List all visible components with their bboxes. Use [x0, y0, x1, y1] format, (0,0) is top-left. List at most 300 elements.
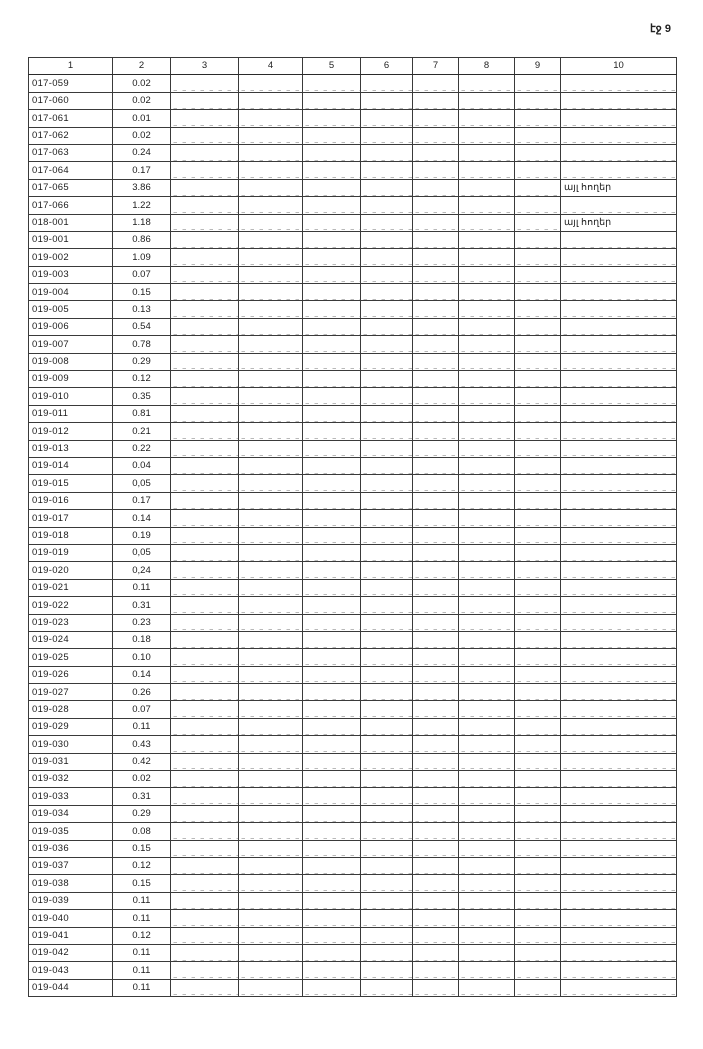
empty-cell — [239, 457, 303, 474]
empty-cell — [171, 857, 239, 874]
empty-cell — [171, 718, 239, 735]
empty-cell — [361, 527, 413, 544]
parcel-code-cell: 019-023 — [29, 614, 113, 631]
table-row — [29, 127, 677, 144]
table-row — [29, 423, 677, 440]
empty-cell — [459, 353, 515, 370]
empty-cell — [413, 736, 459, 753]
empty-cell — [171, 440, 239, 457]
column-header: 5 — [303, 58, 361, 75]
empty-cell — [239, 388, 303, 405]
empty-cell — [413, 440, 459, 457]
empty-cell — [413, 614, 459, 631]
empty-cell — [239, 631, 303, 648]
parcel-code-cell: 019-042 — [29, 944, 113, 961]
table-row — [29, 892, 677, 909]
empty-cell — [303, 127, 361, 144]
empty-cell — [303, 510, 361, 527]
empty-cell — [171, 179, 239, 196]
note-cell: այլ հողեր — [561, 179, 677, 196]
empty-cell — [459, 92, 515, 109]
empty-cell — [459, 666, 515, 683]
empty-cell — [459, 231, 515, 248]
empty-cell — [303, 684, 361, 701]
table-row — [29, 927, 677, 944]
table-row — [29, 684, 677, 701]
table-row — [29, 440, 677, 457]
empty-cell — [239, 823, 303, 840]
empty-cell — [361, 475, 413, 492]
empty-cell — [303, 771, 361, 788]
parcel-code-cell: 019-011 — [29, 405, 113, 422]
table-row — [29, 701, 677, 718]
empty-cell — [413, 962, 459, 979]
empty-cell — [561, 684, 677, 701]
empty-cell — [361, 684, 413, 701]
empty-cell — [561, 579, 677, 596]
empty-cell — [171, 110, 239, 127]
empty-cell — [303, 979, 361, 996]
area-value-cell: 0.11 — [113, 962, 171, 979]
empty-cell — [413, 666, 459, 683]
empty-cell — [413, 214, 459, 231]
empty-cell — [171, 318, 239, 335]
empty-cell — [561, 753, 677, 770]
empty-cell — [361, 823, 413, 840]
empty-cell — [459, 684, 515, 701]
table-row — [29, 353, 677, 370]
parcel-code-cell: 019-012 — [29, 423, 113, 440]
empty-cell — [459, 527, 515, 544]
empty-cell — [515, 440, 561, 457]
empty-cell — [413, 231, 459, 248]
empty-cell — [413, 353, 459, 370]
empty-cell — [413, 197, 459, 214]
empty-cell — [459, 597, 515, 614]
empty-cell — [413, 979, 459, 996]
empty-cell — [515, 162, 561, 179]
empty-cell — [459, 510, 515, 527]
empty-cell — [413, 144, 459, 161]
empty-cell — [459, 788, 515, 805]
page-number-label: էջ 9 — [650, 23, 671, 35]
table-row — [29, 805, 677, 822]
empty-cell — [459, 823, 515, 840]
empty-cell — [515, 701, 561, 718]
area-value-cell: 0.11 — [113, 718, 171, 735]
table-row — [29, 75, 677, 92]
empty-cell — [515, 857, 561, 874]
empty-cell — [303, 892, 361, 909]
empty-cell — [413, 718, 459, 735]
empty-cell — [515, 788, 561, 805]
empty-cell — [361, 144, 413, 161]
empty-cell — [303, 736, 361, 753]
empty-cell — [171, 944, 239, 961]
empty-cell — [361, 388, 413, 405]
table-row — [29, 736, 677, 753]
table-row — [29, 944, 677, 961]
empty-cell — [561, 475, 677, 492]
area-value-cell: 0.02 — [113, 771, 171, 788]
area-value-cell: 0,05 — [113, 475, 171, 492]
empty-cell — [413, 75, 459, 92]
parcel-code-cell: 019-008 — [29, 353, 113, 370]
empty-cell — [239, 214, 303, 231]
empty-cell — [561, 614, 677, 631]
empty-cell — [459, 579, 515, 596]
table-row — [29, 318, 677, 335]
area-value-cell: 0.02 — [113, 92, 171, 109]
empty-cell — [361, 371, 413, 388]
empty-cell — [515, 823, 561, 840]
area-value-cell: 0.31 — [113, 788, 171, 805]
empty-cell — [361, 701, 413, 718]
parcel-code-cell: 019-003 — [29, 266, 113, 283]
empty-cell — [303, 423, 361, 440]
empty-cell — [515, 353, 561, 370]
column-header: 1 — [29, 58, 113, 75]
empty-cell — [171, 649, 239, 666]
empty-cell — [239, 875, 303, 892]
empty-cell — [171, 736, 239, 753]
empty-cell — [239, 944, 303, 961]
table-row — [29, 788, 677, 805]
empty-cell — [459, 718, 515, 735]
parcel-code-cell: 017-059 — [29, 75, 113, 92]
empty-cell — [303, 944, 361, 961]
area-value-cell: 0.22 — [113, 440, 171, 457]
empty-cell — [171, 927, 239, 944]
empty-cell — [361, 266, 413, 283]
table-row — [29, 336, 677, 353]
empty-cell — [413, 805, 459, 822]
empty-cell — [171, 388, 239, 405]
parcel-code-cell: 019-021 — [29, 579, 113, 596]
empty-cell — [303, 544, 361, 561]
empty-cell — [561, 666, 677, 683]
empty-cell — [361, 979, 413, 996]
parcel-code-cell: 019-041 — [29, 927, 113, 944]
table-row — [29, 284, 677, 301]
empty-cell — [561, 266, 677, 283]
empty-cell — [413, 840, 459, 857]
empty-cell — [303, 597, 361, 614]
empty-cell — [561, 736, 677, 753]
empty-cell — [561, 249, 677, 266]
table-row — [29, 840, 677, 857]
empty-cell — [303, 857, 361, 874]
empty-cell — [561, 857, 677, 874]
empty-cell — [413, 423, 459, 440]
parcel-code-cell: 019-019 — [29, 544, 113, 561]
empty-cell — [515, 614, 561, 631]
empty-cell — [239, 544, 303, 561]
empty-cell — [561, 336, 677, 353]
empty-cell — [303, 562, 361, 579]
empty-cell — [515, 736, 561, 753]
empty-cell — [171, 197, 239, 214]
area-value-cell: 0.07 — [113, 701, 171, 718]
empty-cell — [171, 614, 239, 631]
empty-cell — [361, 318, 413, 335]
empty-cell — [561, 457, 677, 474]
empty-cell — [239, 788, 303, 805]
empty-cell — [459, 649, 515, 666]
empty-cell — [303, 92, 361, 109]
empty-cell — [239, 110, 303, 127]
empty-cell — [303, 75, 361, 92]
table-row — [29, 457, 677, 474]
parcel-code-cell: 018-001 — [29, 214, 113, 231]
empty-cell — [171, 579, 239, 596]
empty-cell — [561, 823, 677, 840]
column-header: 2 — [113, 58, 171, 75]
empty-cell — [361, 562, 413, 579]
table-row — [29, 614, 677, 631]
empty-cell — [171, 562, 239, 579]
empty-cell — [171, 979, 239, 996]
empty-cell — [459, 614, 515, 631]
empty-cell — [361, 127, 413, 144]
parcel-code-cell: 017-061 — [29, 110, 113, 127]
empty-cell — [303, 144, 361, 161]
empty-cell — [361, 110, 413, 127]
empty-cell — [171, 771, 239, 788]
empty-cell — [303, 197, 361, 214]
empty-cell — [561, 440, 677, 457]
parcel-code-cell: 019-037 — [29, 857, 113, 874]
area-value-cell: 0.11 — [113, 979, 171, 996]
empty-cell — [515, 892, 561, 909]
area-value-cell: 1.09 — [113, 249, 171, 266]
parcel-code-cell: 019-004 — [29, 284, 113, 301]
empty-cell — [303, 649, 361, 666]
empty-cell — [459, 318, 515, 335]
empty-cell — [171, 92, 239, 109]
empty-cell — [239, 527, 303, 544]
table-row — [29, 92, 677, 109]
empty-cell — [413, 284, 459, 301]
empty-cell — [171, 457, 239, 474]
empty-cell — [515, 371, 561, 388]
empty-cell — [413, 318, 459, 335]
empty-cell — [361, 214, 413, 231]
empty-cell — [413, 910, 459, 927]
empty-cell — [303, 388, 361, 405]
empty-cell — [515, 144, 561, 161]
parcel-code-cell: 019-025 — [29, 649, 113, 666]
empty-cell — [459, 110, 515, 127]
empty-cell — [239, 579, 303, 596]
empty-cell — [239, 284, 303, 301]
empty-cell — [413, 457, 459, 474]
area-value-cell: 0.86 — [113, 231, 171, 248]
empty-cell — [515, 423, 561, 440]
empty-cell — [515, 927, 561, 944]
empty-cell — [459, 771, 515, 788]
empty-cell — [515, 544, 561, 561]
empty-cell — [413, 944, 459, 961]
empty-cell — [413, 649, 459, 666]
empty-cell — [171, 788, 239, 805]
empty-cell — [361, 544, 413, 561]
empty-cell — [303, 823, 361, 840]
parcel-code-cell: 019-016 — [29, 492, 113, 509]
parcel-code-cell: 019-010 — [29, 388, 113, 405]
area-value-cell: 0.26 — [113, 684, 171, 701]
empty-cell — [515, 805, 561, 822]
empty-cell — [515, 962, 561, 979]
empty-cell — [561, 805, 677, 822]
empty-cell — [361, 179, 413, 196]
column-header: 4 — [239, 58, 303, 75]
empty-cell — [239, 840, 303, 857]
area-value-cell: 0.54 — [113, 318, 171, 335]
parcel-code-cell: 019-026 — [29, 666, 113, 683]
empty-cell — [239, 614, 303, 631]
empty-cell — [239, 336, 303, 353]
empty-cell — [361, 736, 413, 753]
empty-cell — [413, 249, 459, 266]
empty-cell — [361, 492, 413, 509]
empty-cell — [171, 805, 239, 822]
empty-cell — [239, 753, 303, 770]
area-value-cell: 0.07 — [113, 266, 171, 283]
empty-cell — [361, 284, 413, 301]
table-row — [29, 388, 677, 405]
empty-cell — [561, 162, 677, 179]
parcel-code-cell: 019-036 — [29, 840, 113, 857]
empty-cell — [561, 353, 677, 370]
area-value-cell: 0.15 — [113, 284, 171, 301]
empty-cell — [515, 492, 561, 509]
parcel-code-cell: 017-062 — [29, 127, 113, 144]
empty-cell — [515, 475, 561, 492]
empty-cell — [303, 492, 361, 509]
empty-cell — [413, 684, 459, 701]
empty-cell — [459, 736, 515, 753]
empty-cell — [239, 92, 303, 109]
empty-cell — [515, 197, 561, 214]
empty-cell — [413, 544, 459, 561]
empty-cell — [413, 492, 459, 509]
empty-cell — [361, 353, 413, 370]
empty-cell — [515, 875, 561, 892]
empty-cell — [515, 266, 561, 283]
empty-cell — [171, 631, 239, 648]
empty-cell — [171, 527, 239, 544]
empty-cell — [515, 214, 561, 231]
empty-cell — [515, 840, 561, 857]
table-row — [29, 718, 677, 735]
empty-cell — [561, 771, 677, 788]
empty-cell — [561, 231, 677, 248]
empty-cell — [303, 266, 361, 283]
empty-cell — [303, 666, 361, 683]
area-value-cell: 0.02 — [113, 127, 171, 144]
area-value-cell: 0.23 — [113, 614, 171, 631]
empty-cell — [303, 927, 361, 944]
empty-cell — [239, 127, 303, 144]
empty-cell — [303, 701, 361, 718]
empty-cell — [413, 162, 459, 179]
parcel-code-cell: 019-027 — [29, 684, 113, 701]
area-value-cell: 0.31 — [113, 597, 171, 614]
parcel-code-cell: 017-063 — [29, 144, 113, 161]
empty-cell — [561, 92, 677, 109]
empty-cell — [303, 231, 361, 248]
empty-cell — [515, 649, 561, 666]
table-row — [29, 475, 677, 492]
empty-cell — [171, 701, 239, 718]
empty-cell — [239, 510, 303, 527]
empty-cell — [303, 614, 361, 631]
empty-cell — [303, 457, 361, 474]
parcel-code-cell: 017-065 — [29, 179, 113, 196]
empty-cell — [171, 475, 239, 492]
column-header: 6 — [361, 58, 413, 75]
empty-cell — [459, 753, 515, 770]
table-row — [29, 214, 677, 231]
empty-cell — [459, 301, 515, 318]
area-value-cell: 0.29 — [113, 353, 171, 370]
empty-cell — [561, 649, 677, 666]
empty-cell — [303, 527, 361, 544]
parcel-code-cell: 019-018 — [29, 527, 113, 544]
table-row — [29, 110, 677, 127]
empty-cell — [303, 405, 361, 422]
empty-cell — [303, 875, 361, 892]
empty-cell — [303, 788, 361, 805]
empty-cell — [239, 718, 303, 735]
empty-cell — [361, 405, 413, 422]
empty-cell — [361, 962, 413, 979]
empty-cell — [459, 857, 515, 874]
empty-cell — [361, 753, 413, 770]
empty-cell — [239, 666, 303, 683]
empty-cell — [171, 127, 239, 144]
empty-cell — [239, 301, 303, 318]
empty-cell — [413, 527, 459, 544]
empty-cell — [459, 840, 515, 857]
table-row — [29, 371, 677, 388]
empty-cell — [561, 405, 677, 422]
table-row — [29, 631, 677, 648]
empty-cell — [459, 197, 515, 214]
empty-cell — [515, 127, 561, 144]
empty-cell — [515, 110, 561, 127]
area-value-cell: 0.15 — [113, 875, 171, 892]
empty-cell — [171, 544, 239, 561]
parcel-code-cell: 019-028 — [29, 701, 113, 718]
empty-cell — [413, 892, 459, 909]
empty-cell — [239, 75, 303, 92]
empty-cell — [459, 475, 515, 492]
empty-cell — [413, 701, 459, 718]
table-row — [29, 492, 677, 509]
empty-cell — [361, 875, 413, 892]
table-row — [29, 875, 677, 892]
empty-cell — [459, 162, 515, 179]
table-row — [29, 857, 677, 874]
parcel-code-cell: 019-005 — [29, 301, 113, 318]
empty-cell — [413, 388, 459, 405]
table-row — [29, 771, 677, 788]
empty-cell — [239, 353, 303, 370]
empty-cell — [459, 388, 515, 405]
empty-cell — [459, 249, 515, 266]
